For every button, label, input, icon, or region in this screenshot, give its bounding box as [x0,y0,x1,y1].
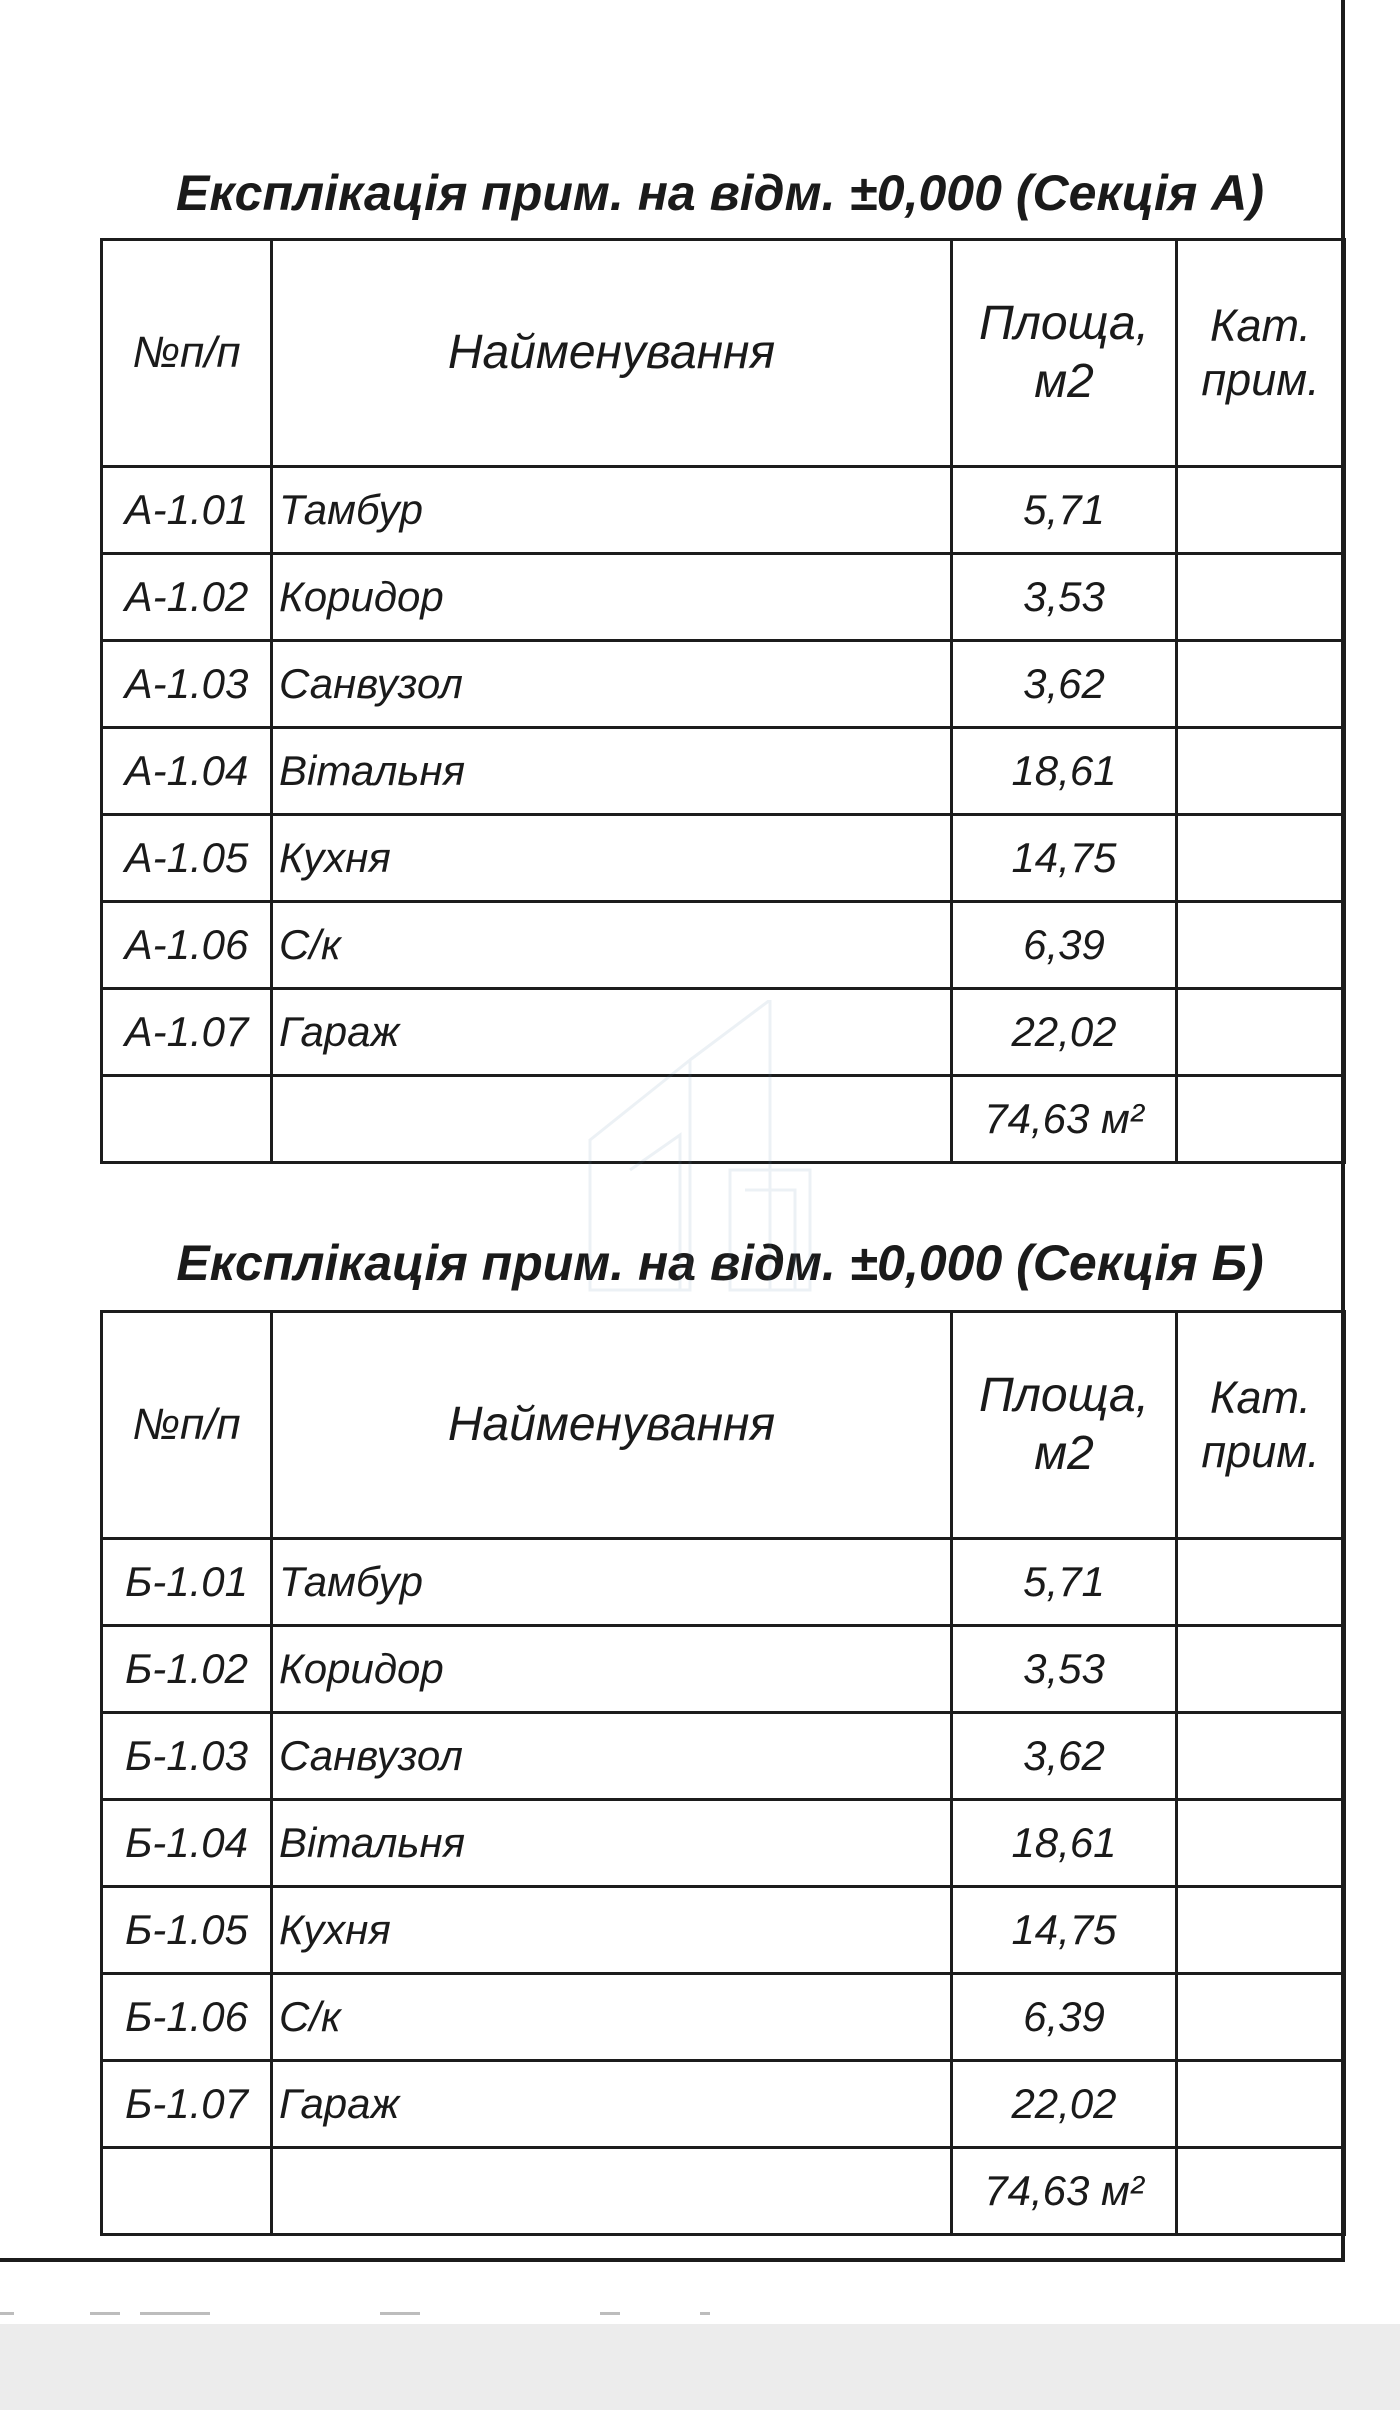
room-name: С/к [272,902,952,989]
total-area: 74,63 м² [952,2148,1177,2235]
table-row [102,467,1345,554]
room-name: Кухня [272,1887,952,1974]
room-area: 3,53 [952,1626,1177,1713]
room-category [1177,815,1345,902]
room-number: А-1.03 [102,641,272,728]
room-category [1177,1887,1345,1974]
table-row [102,815,1345,902]
room-category [1177,1800,1345,1887]
room-number: Б-1.02 [102,1626,272,1713]
room-area: 18,61 [952,728,1177,815]
room-number: Б-1.01 [102,1539,272,1626]
table-row [102,641,1345,728]
table-row [102,1887,1345,1974]
room-category [1177,1974,1345,2061]
table-row [102,1626,1345,1713]
room-category [1177,1539,1345,1626]
table-row [102,1800,1345,1887]
table-row [102,2061,1345,2148]
room-number: Б-1.05 [102,1887,272,1974]
room-number: А-1.06 [102,902,272,989]
table-row [102,1539,1345,1626]
room-number: А-1.05 [102,815,272,902]
room-area: 14,75 [952,815,1177,902]
room-name: С/к [272,1974,952,2061]
header-area: Площа, м2 [952,240,1177,467]
room-category [1177,641,1345,728]
table-total-row [102,2148,1345,2235]
table-header-row [102,240,1345,467]
room-category [1177,989,1345,1076]
room-area: 3,62 [952,641,1177,728]
section-b-title: Експлікація прим. на відм. ±0,000 (Секція Б) [176,1235,1264,1291]
scan-artifact-marks [0,2308,1400,2322]
room-number: Б-1.04 [102,1800,272,1887]
header-area: Площа, м2 [952,1312,1177,1539]
total-area: 74,63 м² [952,1076,1177,1163]
room-area: 5,71 [952,467,1177,554]
room-name: Гараж [272,2061,952,2148]
room-category [1177,467,1345,554]
room-name: Коридор [272,554,952,641]
bottom-gray-strip [0,2324,1400,2410]
header-name: Найменування [272,240,952,467]
total-empty-cell [102,1076,272,1163]
house-logo-icon [570,1000,830,1300]
table-row [102,554,1345,641]
room-area: 14,75 [952,1887,1177,1974]
section-b-table [100,1310,1346,2236]
room-name: Коридор [272,1626,952,1713]
header-number: №п/п [102,240,272,467]
room-area: 22,02 [952,2061,1177,2148]
room-area: 3,53 [952,554,1177,641]
room-area: 5,71 [952,1539,1177,1626]
room-area: 6,39 [952,902,1177,989]
room-name: Тамбур [272,467,952,554]
table-row [102,1974,1345,2061]
header-category: Кат. прим. [1177,1312,1345,1539]
room-category [1177,554,1345,641]
room-name: Санвузол [272,1713,952,1800]
table-row [102,1713,1345,1800]
room-number: Б-1.07 [102,2061,272,2148]
header-category: Кат. прим. [1177,240,1345,467]
header-number: №п/п [102,1312,272,1539]
room-category [1177,1713,1345,1800]
table-header-row [102,1312,1345,1539]
room-name: Санвузол [272,641,952,728]
room-area: 3,62 [952,1713,1177,1800]
room-number: Б-1.03 [102,1713,272,1800]
table-row [102,902,1345,989]
total-empty-cell [1177,1076,1345,1163]
room-number: А-1.04 [102,728,272,815]
room-number: Б-1.06 [102,1974,272,2061]
total-empty-cell [102,2148,272,2235]
total-empty-cell [272,2148,952,2235]
drawing-frame-bottom-border [0,2258,1345,2262]
room-number: А-1.02 [102,554,272,641]
room-area: 6,39 [952,1974,1177,2061]
room-name: Вітальня [272,728,952,815]
room-number: А-1.01 [102,467,272,554]
room-category [1177,1626,1345,1713]
room-category [1177,902,1345,989]
room-category [1177,2061,1345,2148]
room-name: Гараж [272,989,952,1076]
room-area: 22,02 [952,989,1177,1076]
room-name: Кухня [272,815,952,902]
room-name: Вітальня [272,1800,952,1887]
total-empty-cell [1177,2148,1345,2235]
room-number: А-1.07 [102,989,272,1076]
table-row [102,728,1345,815]
room-area: 18,61 [952,1800,1177,1887]
section-a-title: Експлікація прим. на відм. ±0,000 (Секція А) [175,165,1265,221]
header-name: Найменування [272,1312,952,1539]
room-name: Тамбур [272,1539,952,1626]
room-category [1177,728,1345,815]
